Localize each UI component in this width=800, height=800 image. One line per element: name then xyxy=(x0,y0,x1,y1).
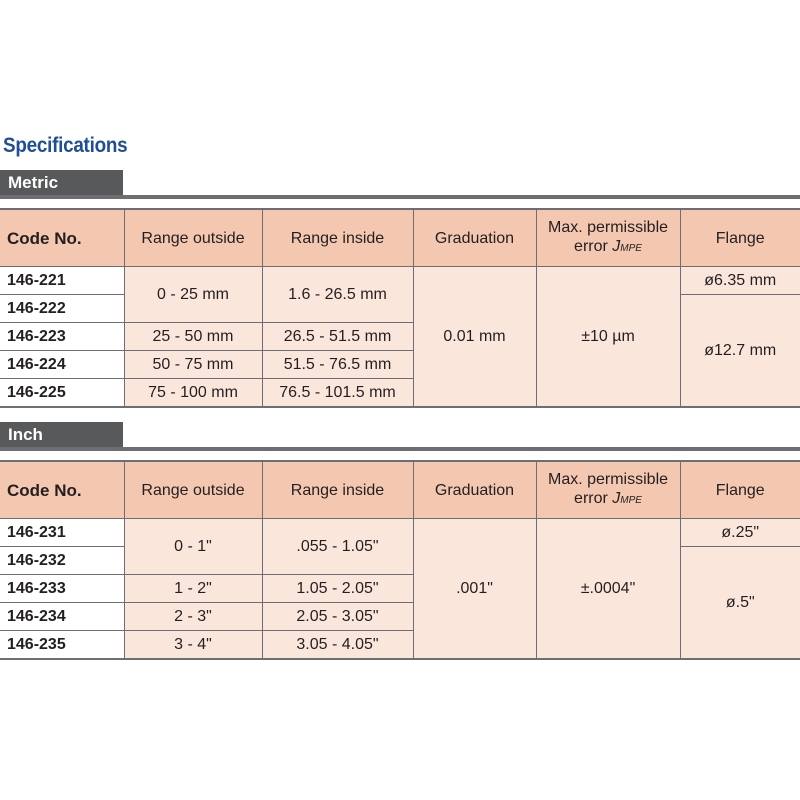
range-outside-cell: 2 - 3" xyxy=(124,603,262,631)
code-cell: 146-224 xyxy=(0,351,124,379)
code-cell: 146-235 xyxy=(0,631,124,660)
code-cell: 146-222 xyxy=(0,295,124,323)
header-mpe-subscript: MPE xyxy=(620,495,642,506)
metric-section xyxy=(0,170,800,401)
range-inside-cell: 51.5 - 76.5 mm xyxy=(262,351,413,379)
header-mpe-line2: error xyxy=(574,238,608,255)
range-inside-cell: .055 - 1.05" xyxy=(262,519,413,575)
table-row xyxy=(0,519,800,547)
header-mpe-line1: Max. permissible xyxy=(547,219,669,236)
header-range-outside: Range outside xyxy=(124,461,262,519)
header-mpe-line2: error xyxy=(574,490,608,507)
flange-cell: ø12.7 mm xyxy=(680,295,800,408)
flange-cell: ø.5" xyxy=(680,547,800,660)
code-cell: 146-225 xyxy=(0,379,124,408)
range-outside-cell: 3 - 4" xyxy=(124,631,262,660)
code-cell: 146-232 xyxy=(0,547,124,575)
range-inside-cell: 76.5 - 101.5 mm xyxy=(262,379,413,408)
inch-header-row xyxy=(0,461,800,519)
table-row xyxy=(0,267,800,295)
header-flange: Flange xyxy=(680,461,800,519)
header-mpe-subscript: MPE xyxy=(620,243,642,254)
flange-cell: ø.25" xyxy=(680,519,800,547)
code-cell: 146-221 xyxy=(0,267,124,295)
metric-tab xyxy=(0,170,800,199)
header-mpe-symbol: J xyxy=(612,490,621,507)
flange-cell: ø6.35 mm xyxy=(680,267,800,295)
range-inside-cell: 2.05 - 3.05" xyxy=(262,603,413,631)
graduation-cell: .001" xyxy=(413,519,536,660)
mpe-cell: ±10 µm xyxy=(536,267,680,408)
range-outside-cell: 75 - 100 mm xyxy=(124,379,262,408)
inch-section xyxy=(0,422,800,653)
range-inside-cell: 1.05 - 2.05" xyxy=(262,575,413,603)
range-inside-cell: 1.6 - 26.5 mm xyxy=(262,267,413,323)
inch-tab xyxy=(0,422,800,451)
header-mpe-line1: Max. permissible xyxy=(547,471,669,488)
code-cell: 146-223 xyxy=(0,323,124,351)
header-mpe xyxy=(536,209,680,267)
inch-spec-table xyxy=(0,460,800,660)
metric-spec-table xyxy=(0,208,800,408)
page-title: Specifications xyxy=(3,134,128,157)
metric-tab-label: Metric xyxy=(0,170,124,195)
header-range-inside: Range inside xyxy=(262,461,413,519)
range-outside-cell: 0 - 1" xyxy=(124,519,262,575)
code-cell: 146-233 xyxy=(0,575,124,603)
range-outside-cell: 0 - 25 mm xyxy=(124,267,262,323)
range-inside-cell: 3.05 - 4.05" xyxy=(262,631,413,660)
inch-tab-label: Inch xyxy=(0,422,124,447)
header-graduation: Graduation xyxy=(413,209,536,267)
header-code: Code No. xyxy=(0,209,124,267)
range-inside-cell: 26.5 - 51.5 mm xyxy=(262,323,413,351)
code-cell: 146-234 xyxy=(0,603,124,631)
header-mpe-symbol: J xyxy=(612,238,621,255)
header-range-outside: Range outside xyxy=(124,209,262,267)
metric-header-row xyxy=(0,209,800,267)
header-flange: Flange xyxy=(680,209,800,267)
header-range-inside: Range inside xyxy=(262,209,413,267)
mpe-cell: ±.0004" xyxy=(536,519,680,660)
header-graduation: Graduation xyxy=(413,461,536,519)
range-outside-cell: 1 - 2" xyxy=(124,575,262,603)
range-outside-cell: 25 - 50 mm xyxy=(124,323,262,351)
header-code: Code No. xyxy=(0,461,124,519)
range-outside-cell: 50 - 75 mm xyxy=(124,351,262,379)
code-cell: 146-231 xyxy=(0,519,124,547)
header-mpe xyxy=(536,461,680,519)
graduation-cell: 0.01 mm xyxy=(413,267,536,408)
